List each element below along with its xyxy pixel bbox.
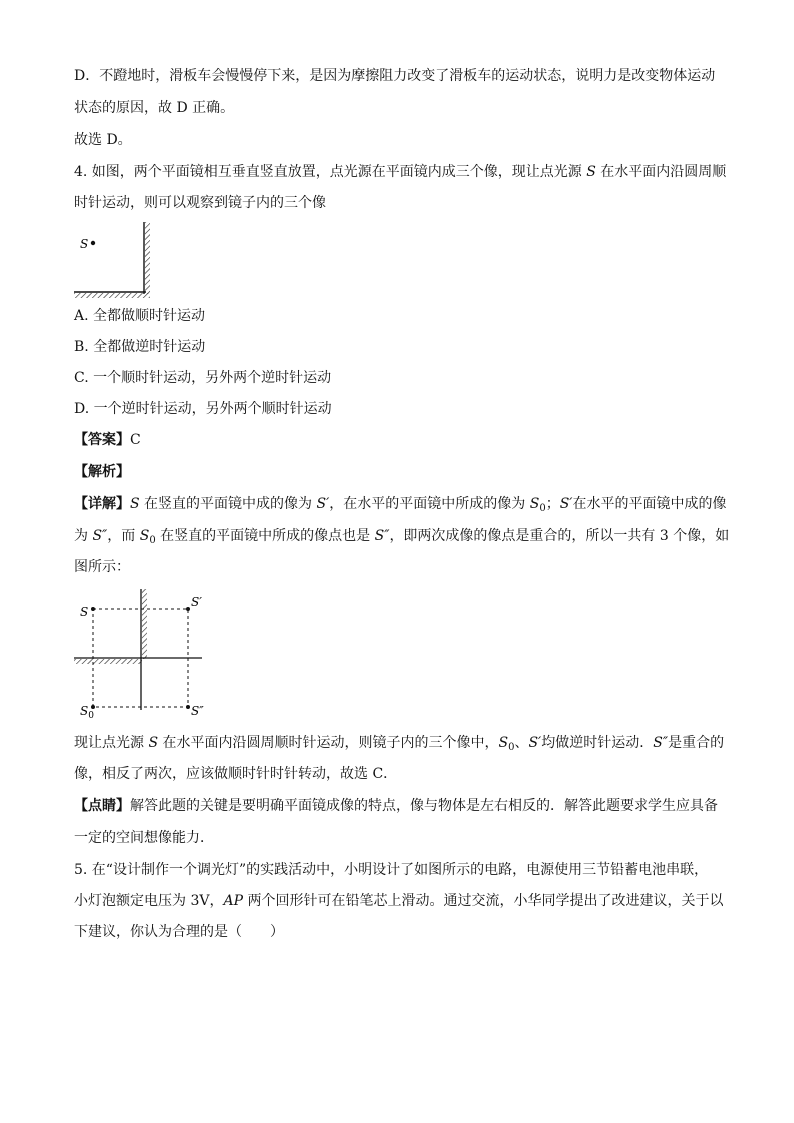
q4-detail-line3: 图所示：	[74, 559, 130, 575]
q4-mirror-figure	[70, 218, 160, 300]
q4-answer	[74, 430, 141, 450]
label-s-prime: S′	[191, 595, 202, 609]
label-s0: $S_0$	[80, 704, 94, 720]
horizontal-mirror-hatch	[74, 293, 150, 298]
label-s-dprime: S″	[191, 704, 204, 718]
q4-analysis-label: 【解析】	[74, 464, 130, 480]
q4-detail-line1: 【详解】S 在竖直的平面镜中成的像为 S′，在水平的平面镜中所成的像为 $S_0$；S′在水平的平面镜中成的像	[74, 496, 727, 514]
horizontal-mirror-hatch	[74, 659, 142, 664]
q4-option-a: A. 全都做顺时针运动	[74, 308, 206, 324]
answer-value: C	[130, 432, 141, 448]
q4-tip-line2: 一定的空间想像能力．	[74, 830, 214, 846]
q5-stem-line3: 下建议，你认为合理的是（ ）	[74, 924, 284, 940]
prev-conclusion: 故选 D。	[74, 132, 132, 148]
q4-option-c: C. 一个顺时针运动，另外两个逆时针运动	[74, 370, 332, 386]
q4-option-d: D. 一个逆时针运动，另外两个顺时针运动	[74, 401, 332, 417]
q4-stem-line1: 4. 如图，两个平面镜相互垂直竖直放置，点光源在平面镜内成三个像，现让点光源 S 在水平面内沿圆周顺	[74, 164, 727, 180]
q4-option-b: B. 全都做逆时针运动	[74, 339, 206, 355]
answer-label: 【答案】	[74, 432, 130, 448]
q4-conclusion-line1: 现让点光源 S 在水平面内沿圆周顺时针运动，则镜子内的三个像中，$S_0$、S′均做逆时针运动．S″是重合的	[74, 735, 725, 753]
q4-detail-line2: 为 S″，而 $S_0$ 在竖直的平面镜中所成的像点也是 S″，即两次成像的像点是重合的，所以一共有 3 个像，如	[74, 528, 730, 546]
fig1-s-label: S	[80, 237, 89, 251]
q4-conclusion-line2: 像，相反了两次，应该做顺时针时针转动，故选 C．	[74, 766, 398, 782]
vertical-mirror-hatch	[142, 589, 147, 659]
point-s0	[91, 705, 95, 709]
vertical-mirror-hatch	[145, 222, 150, 294]
q4-stem-line2: 时针运动，则可以观察到镜子内的三个像	[74, 195, 326, 211]
prev-option-d-line2: 状态的原因，故 D 正确。	[74, 100, 235, 116]
light-source-dot	[91, 241, 95, 245]
label-s: S	[80, 605, 89, 619]
q5-stem-line1: 5. 在“设计制作一个调光灯”的实践活动中，小明设计了如图所示的电路，电源使用三节铅蓄电池串联，	[74, 862, 709, 878]
q4-tip-line1: 【点睛】解答此题的关键是要明确平面镜成像的特点，像与物体是左右相反的．解答此题要求学生应具备	[74, 798, 718, 814]
point-s	[91, 607, 95, 611]
point-s-prime	[186, 607, 190, 611]
q4-image-figure	[70, 585, 210, 720]
point-s-dprime	[186, 705, 190, 709]
q5-stem-line2: 小灯泡额定电压为 3V，AP 两个回形针可在铅笔芯上滑动。通过交流，小华同学提出了改进建议，关于以	[74, 893, 724, 909]
prev-option-d-line1: D．不蹬地时，滑板车会慢慢停下来，是因为摩擦阻力改变了滑板车的运动状态，说明力是改变物体运动	[74, 68, 716, 84]
